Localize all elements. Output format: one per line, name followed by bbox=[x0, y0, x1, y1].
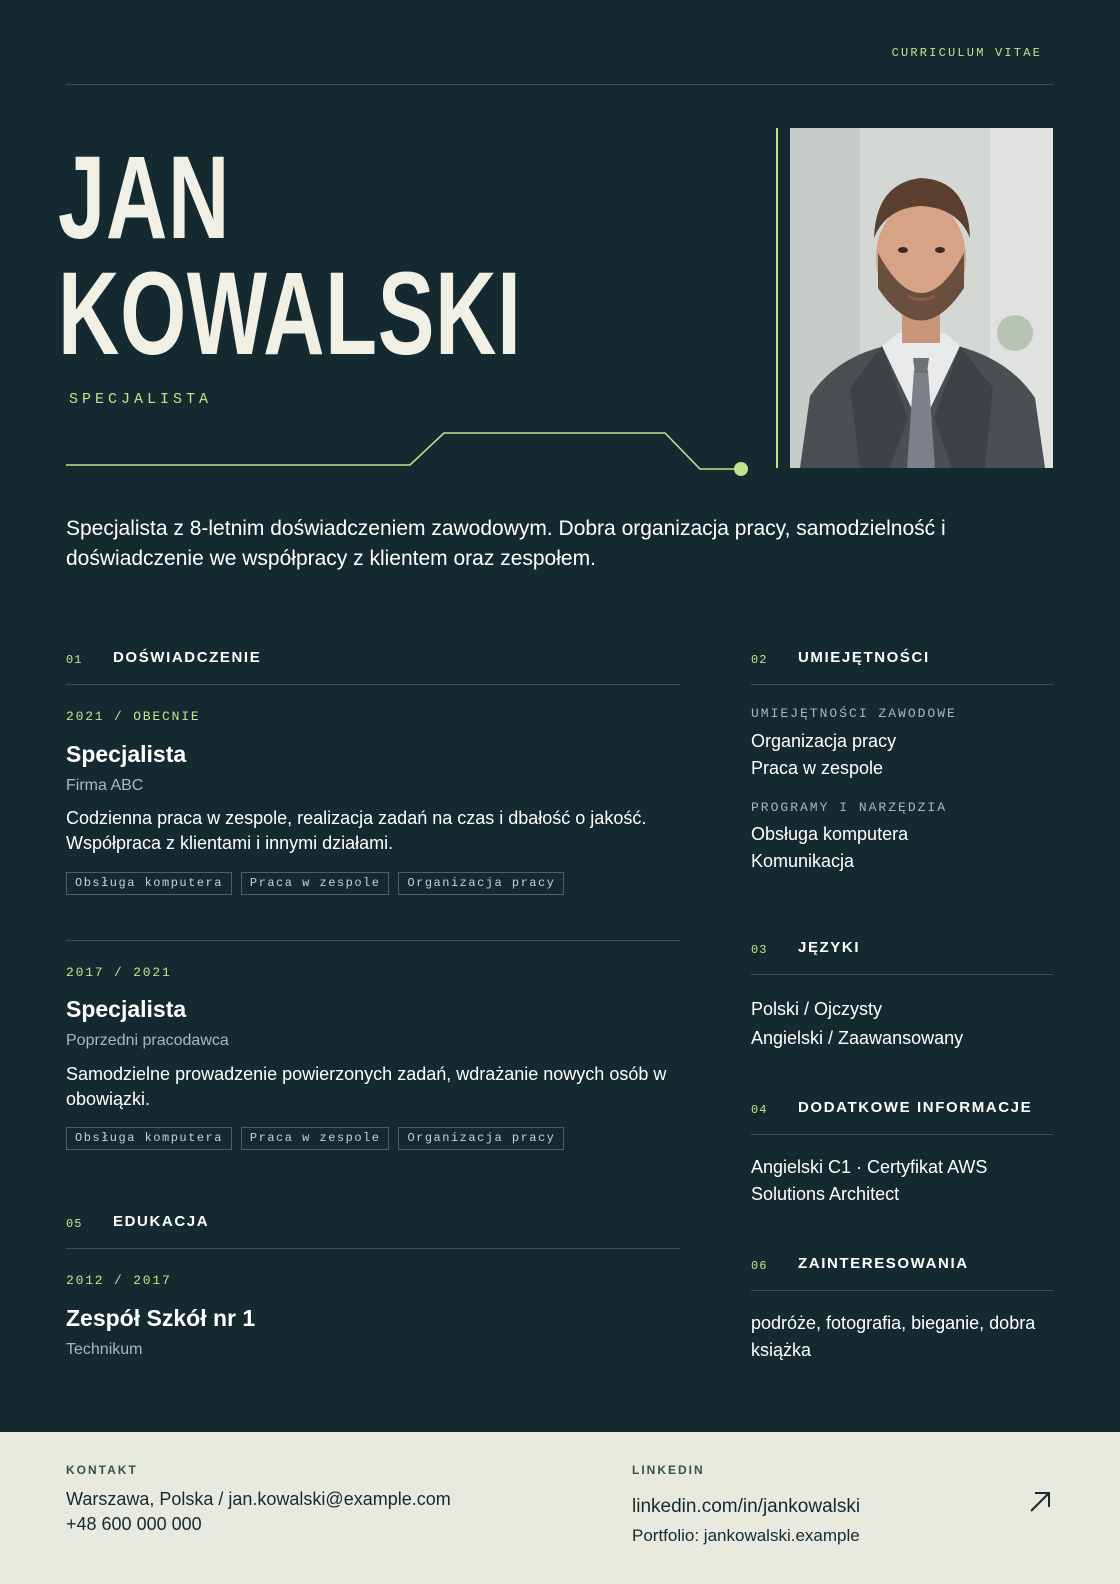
cv-label: CURRICULUM VITAE bbox=[891, 46, 1042, 60]
section-title: UMIEJĘTNOŚCI bbox=[798, 649, 930, 666]
skill-group-items bbox=[751, 728, 1051, 782]
job-title: Specjalista bbox=[66, 741, 187, 767]
circuit-line-decoration bbox=[0, 0, 760, 480]
photo-accent-line bbox=[776, 128, 778, 468]
job-dates: 2017 / 2021 bbox=[66, 965, 172, 980]
job-description: Codzienna praca w zespole, realizacja zadań na czas i dbałość o jakość. Współpraca z klientami i innymi działami. bbox=[66, 808, 647, 853]
section-divider bbox=[66, 684, 680, 685]
section-number: 06 bbox=[751, 1259, 768, 1273]
section-number: 01 bbox=[66, 653, 83, 667]
job-description: Samodzielne prowadzenie powierzonych zadań, wdrażanie nowych osób w obowiązki. bbox=[66, 1064, 667, 1109]
job-tags bbox=[66, 1127, 564, 1150]
profile-photo bbox=[790, 128, 1053, 468]
skill-tag: Organizacja pracy bbox=[398, 872, 564, 895]
section-divider bbox=[751, 1290, 1053, 1291]
skill-tag: Praca w zespole bbox=[241, 1127, 390, 1150]
profile-summary: Specjalista z 8-letnim doświadczeniem zawodowym. Dobra organizacja pracy, samodzielność i doświadczenie we współpracy z klientem oraz zespołem. bbox=[66, 517, 946, 570]
section-number: 04 bbox=[751, 1103, 768, 1117]
contact-details bbox=[66, 1487, 451, 1537]
skill-group-label: PROGRAMY I NARZĘDZIA bbox=[751, 800, 948, 815]
section-divider bbox=[751, 684, 1053, 685]
skill-group-label: UMIEJĘTNOŚCI ZAWODOWE bbox=[751, 706, 957, 721]
skill-item: Komunikacja bbox=[751, 851, 855, 871]
interests-text: podróże, fotografia, bieganie, dobra książka bbox=[751, 1313, 1036, 1360]
skill-tag: Praca w zespole bbox=[241, 872, 390, 895]
section-divider bbox=[751, 1134, 1053, 1135]
job-company: Poprzedni pracodawca bbox=[66, 1032, 229, 1049]
portfolio-link[interactable]: Portfolio: jankowalski.example bbox=[632, 1526, 860, 1545]
section-title: JĘZYKI bbox=[798, 939, 861, 956]
job-divider bbox=[66, 940, 680, 941]
education-dates: 2012 / 2017 bbox=[66, 1273, 172, 1288]
section-header-education bbox=[66, 1213, 686, 1233]
linkedin-link[interactable]: linkedin.com/in/jankowalski bbox=[632, 1496, 861, 1517]
additional-info-text: Angielski C1 · Certyfikat AWS Solutions Architect bbox=[751, 1157, 988, 1204]
section-number: 02 bbox=[751, 653, 768, 667]
role-title: SPECJALISTA bbox=[69, 391, 213, 408]
contact-label: KONTAKT bbox=[66, 1463, 138, 1477]
section-title: EDUKACJA bbox=[113, 1213, 210, 1230]
section-number: 05 bbox=[66, 1217, 83, 1231]
job-tags bbox=[66, 872, 564, 895]
language-item: Polski / Ojczysty bbox=[751, 999, 883, 1019]
job-dates: 2021 / OBECNIE bbox=[66, 709, 201, 724]
section-number: 03 bbox=[751, 943, 768, 957]
skill-group-items bbox=[751, 821, 1051, 875]
section-header-experience bbox=[66, 649, 686, 669]
skill-item: Obsługa komputera bbox=[751, 824, 909, 844]
section-divider bbox=[66, 1248, 680, 1249]
skill-item: Organizacja pracy bbox=[751, 731, 897, 751]
last-name: KOWALSKI bbox=[58, 248, 522, 380]
language-list bbox=[751, 995, 1051, 1053]
job-company: Firma ABC bbox=[66, 777, 144, 794]
section-title: DODATKOWE INFORMACJE bbox=[798, 1099, 1033, 1116]
contact-footer bbox=[0, 1432, 1120, 1584]
section-header-interests bbox=[751, 1255, 1053, 1275]
school-name: Zespół Szkół nr 1 bbox=[66, 1305, 256, 1331]
skill-tag: Organizacja pracy bbox=[398, 1127, 564, 1150]
section-divider bbox=[751, 974, 1053, 975]
section-title: DOŚWIADCZENIE bbox=[113, 649, 262, 666]
section-title: ZAINTERESOWANIA bbox=[798, 1255, 969, 1272]
first-name: JAN bbox=[58, 132, 231, 264]
language-item: Angielski / Zaawansowany bbox=[751, 1028, 964, 1048]
section-header-skills bbox=[751, 649, 1053, 669]
job-title: Specjalista bbox=[66, 996, 187, 1022]
skill-item: Praca w zespole bbox=[751, 758, 884, 778]
contact-phone[interactable]: +48 600 000 000 bbox=[66, 1514, 202, 1534]
section-header-additional bbox=[751, 1099, 1053, 1119]
skill-tag: Obsługa komputera bbox=[66, 1127, 232, 1150]
contact-address-email[interactable]: Warszawa, Polska / jan.kowalski@example.com bbox=[66, 1489, 451, 1509]
skill-tag: Obsługa komputera bbox=[66, 872, 232, 895]
school-type: Technikum bbox=[66, 1341, 143, 1358]
linkedin-label: LINKEDIN bbox=[632, 1463, 705, 1477]
section-header-languages bbox=[751, 939, 1053, 959]
arrow-up-right-icon[interactable] bbox=[1028, 1490, 1052, 1514]
